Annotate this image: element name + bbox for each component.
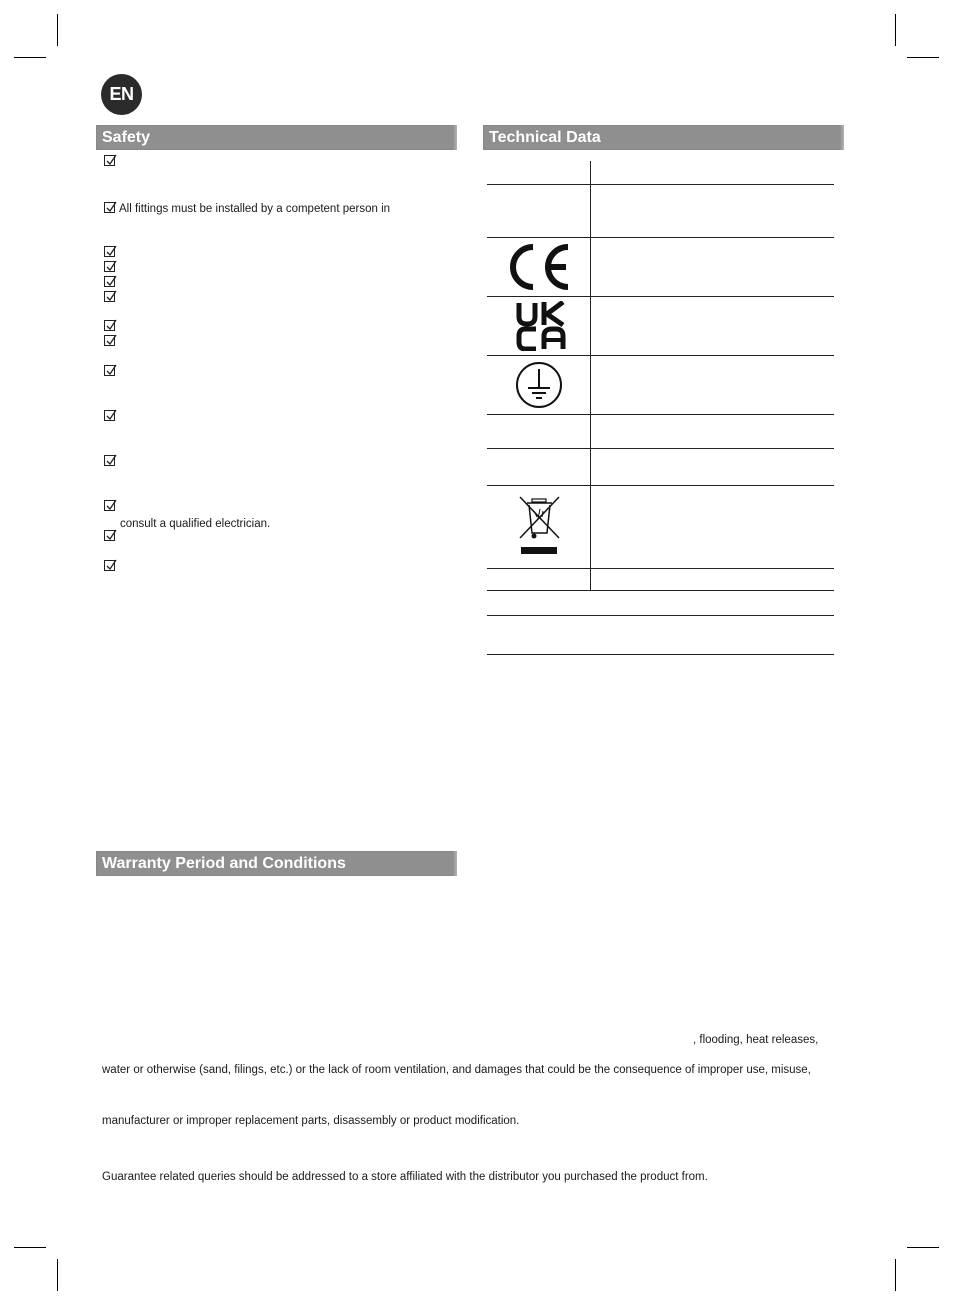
warranty-section-header: Warranty Period and Conditions xyxy=(96,851,454,876)
safety-check-item xyxy=(104,320,119,334)
warranty-flooding-text: , flooding, heat releases, xyxy=(693,1034,819,1046)
table-row-divider xyxy=(487,615,834,616)
checkbox-checked-icon xyxy=(104,261,115,272)
crop-mark-top-left-horizontal xyxy=(14,57,46,58)
safety-check-item xyxy=(104,335,119,349)
ce-mark-icon xyxy=(506,242,572,297)
table-row-divider xyxy=(487,237,834,238)
crop-mark-bottom-right-vertical xyxy=(895,1259,896,1291)
safety-check-item xyxy=(104,560,119,574)
checkbox-checked-icon xyxy=(104,276,115,287)
safety-check-item xyxy=(104,246,119,260)
crossed-out-wheelie-bin-icon xyxy=(518,495,562,562)
checkbox-checked-icon xyxy=(104,202,115,213)
safety-check-item xyxy=(104,455,119,469)
crop-mark-bottom-left-vertical xyxy=(57,1259,58,1291)
safety-fittings-text: All fittings must be installed by a competent person in xyxy=(119,203,391,215)
checkbox-checked-icon xyxy=(104,335,115,346)
checkbox-checked-icon xyxy=(104,455,115,466)
checkbox-checked-icon xyxy=(104,560,115,571)
safety-check-item-fittings xyxy=(104,202,390,216)
table-row-divider xyxy=(487,485,834,486)
warranty-water-text: water or otherwise (sand, filings, etc.) or the lack of room ventilation, and damages that could be the consequence of improper use, misuse, xyxy=(102,1064,811,1076)
table-row-divider xyxy=(487,184,834,185)
crop-mark-top-right-vertical xyxy=(895,14,896,46)
table-row-divider xyxy=(487,414,834,415)
warranty-queries-text: Guarantee related queries should be addressed to a store affiliated with the distributor you purchased the product from. xyxy=(102,1171,708,1183)
safety-check-item xyxy=(104,500,119,514)
table-row-divider xyxy=(487,654,834,655)
checkbox-checked-icon xyxy=(104,530,115,541)
table-row-divider xyxy=(487,448,834,449)
technical-data-section-header: Technical Data xyxy=(483,125,841,150)
table-row-divider xyxy=(487,590,834,591)
checkbox-checked-icon xyxy=(104,320,115,331)
safety-check-item xyxy=(104,291,119,305)
checkbox-checked-icon xyxy=(104,246,115,257)
safety-check-item xyxy=(104,365,119,379)
warranty-manufacturer-text: manufacturer or improper replacement parts, disassembly or product modification. xyxy=(102,1115,520,1127)
safety-check-item xyxy=(104,276,119,290)
checkbox-checked-icon xyxy=(104,155,115,166)
safety-check-item xyxy=(104,410,119,424)
safety-section-header: Safety xyxy=(96,125,454,150)
language-badge: EN xyxy=(101,74,142,115)
checkbox-checked-icon xyxy=(104,500,115,511)
safety-electrician-text: consult a qualified electrician. xyxy=(120,518,271,530)
table-column-divider xyxy=(590,161,591,590)
protective-earth-icon xyxy=(515,361,563,414)
safety-check-item xyxy=(104,155,119,169)
crop-mark-bottom-right-horizontal xyxy=(907,1247,939,1248)
crop-mark-top-right-horizontal xyxy=(907,57,939,58)
table-row-divider xyxy=(487,568,834,569)
checkbox-checked-icon xyxy=(104,291,115,302)
safety-check-item xyxy=(104,261,119,275)
safety-check-item xyxy=(104,530,119,544)
crop-mark-bottom-left-horizontal xyxy=(14,1247,46,1248)
crop-mark-top-left-vertical xyxy=(57,14,58,46)
checkbox-checked-icon xyxy=(104,410,115,421)
ukca-mark-icon xyxy=(515,301,567,356)
checkbox-checked-icon xyxy=(104,365,115,376)
